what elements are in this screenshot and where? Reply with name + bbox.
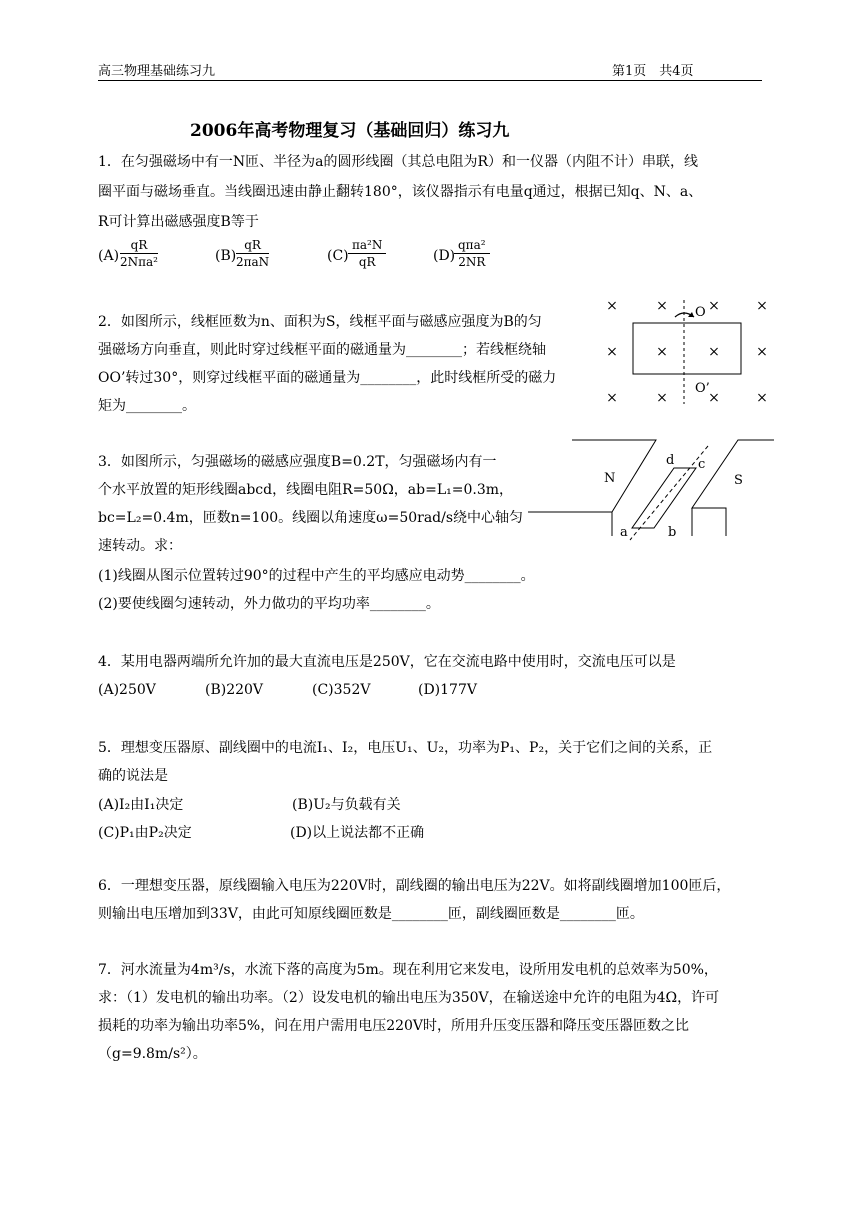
- q1-option-b-label: (B): [215, 248, 237, 264]
- q2-line-1: 2．如图所示，线框匝数为n、面积为S，线框平面与磁感应强度为B的匀: [98, 314, 542, 330]
- q3-line-2: 个水平放置的矩形线圈abcd，线圈电阻R=50Ω，ab=L₁=0.3m，: [98, 482, 514, 498]
- q4-option-c: (C)352V: [312, 682, 371, 698]
- q1-option-c-denominator: qR: [358, 255, 376, 269]
- q1-option-a-label: (A): [98, 248, 120, 264]
- q3-coil-abcd: [632, 468, 696, 528]
- q3-line-6: (2)要使线圈匀速转动，外力做功的平均功率________。: [98, 596, 440, 612]
- q6-line-1: 6．一理想变压器，原线圈输入电压为220V时，副线圈的输出电压为22V。如将副线圈增加100匝后，: [98, 878, 731, 894]
- q1-option-a-numerator: qR: [120, 238, 158, 254]
- q3-label-a: a: [620, 525, 628, 540]
- q2-cross: ×: [708, 344, 720, 360]
- page-title: 2006年高考物理复习（基础回归）练习九: [190, 121, 510, 141]
- q1-option-a-fraction: [120, 238, 158, 269]
- q3-magnet-s: [692, 440, 774, 536]
- q1-option-b-numerator: qR: [236, 238, 269, 254]
- q1-option-d-denominator: 2NR: [458, 255, 486, 269]
- q2-cross: ×: [756, 344, 768, 360]
- q2-cross: ×: [656, 390, 668, 406]
- q1-option-c-numerator: πa²N: [348, 238, 386, 254]
- q2-cross: ×: [756, 390, 768, 406]
- header-right: 第1页 共4页: [612, 64, 694, 79]
- q1-option-b-fraction: [236, 238, 269, 269]
- q3-label-c: c: [698, 457, 706, 472]
- q1-option-d-label: (D): [433, 248, 456, 264]
- q2-cross: ×: [656, 298, 668, 314]
- q7-line-1: 7．河水流量为4m³/s，水流下落的高度为5m。现在利用它来发电，设所用发电机的总效率为50%，: [98, 962, 718, 978]
- q2-figure-coil-in-field: [596, 290, 780, 414]
- q7-line-4: （g=9.8m/s²）。: [98, 1046, 207, 1062]
- q1-option-a-denominator: 2Nπa²: [120, 255, 158, 269]
- q1-option-b-denominator: 2πaN: [236, 255, 270, 269]
- q2-coil-frame: [633, 323, 741, 374]
- q4-line-1: 4．某用电器两端所允许加的最大直流电压是250V，它在交流电路中使用时，交流电压可以是: [98, 654, 676, 670]
- q3-label-d: d: [666, 453, 675, 468]
- q1-line-2: 圈平面与磁场垂直。当线圈迅速由静止翻转180°，该仪器指示有电量q通过，根据已知q、N、a、: [98, 184, 703, 200]
- q2-line-3: OO’转过30°，则穿过线框平面的磁通量为________，此时线框所受的磁力: [98, 370, 557, 386]
- q2-cross: ×: [606, 344, 618, 360]
- q3-line-1: 3．如图所示，匀强磁场的磁感应强度B=0.2T，匀强磁场内有一: [98, 454, 497, 470]
- q2-cross: ×: [708, 298, 720, 314]
- q2-cross: ×: [708, 390, 720, 406]
- q3-figure-generator: [526, 436, 776, 542]
- q3-magnet-n: [528, 440, 656, 512]
- q2-line-2: 强磁场方向垂直，则此时穿过线框平面的磁通量为________；若线框绕轴: [98, 342, 546, 358]
- q4-option-b: (B)220V: [205, 682, 264, 698]
- q1-option-d-numerator: qπa²: [454, 238, 490, 254]
- q5-option-b: (B)U₂与负载有关: [292, 797, 401, 813]
- q2-cross: ×: [606, 298, 618, 314]
- q5-option-a: (A)I₂由I₁决定: [98, 797, 184, 813]
- q2-cross: ×: [606, 390, 618, 406]
- q4-option-d: (D)177V: [418, 682, 477, 698]
- header-left: 高三物理基础练习九: [98, 64, 216, 79]
- q5-line-2: 确的说法是: [98, 768, 168, 784]
- q3-label-s: S: [734, 473, 743, 488]
- q1-line-1: 1．在匀强磁场中有一N匝、半径为a的圆形线圈（其总电阻为R）和一仪器（内阻不计）串联，线: [98, 154, 699, 170]
- q2-cross: ×: [756, 298, 768, 314]
- q3-line-4: 速转动。求：: [98, 538, 182, 554]
- q1-option-c-fraction: [348, 238, 386, 269]
- q6-line-2: 则输出电压增加到33V，由此可知原线圈匝数是________匝，副线圈匝数是________匝。: [98, 906, 644, 922]
- q2-cross: ×: [656, 344, 668, 360]
- q5-line-1: 5．理想变压器原、副线圈中的电流I₁、I₂，电压U₁、U₂，功率为P₁、P₂，关于它们之间的关系，正: [98, 740, 713, 756]
- q5-option-c: (C)P₁由P₂决定: [98, 825, 192, 841]
- q7-line-3: 损耗的功率为输出功率5%，问在用户需用电压220V时，所用升压变压器和降压变压器匝数之比: [98, 1018, 690, 1034]
- q5-option-d: (D)以上说法都不正确: [290, 825, 425, 841]
- q3-label-n: N: [604, 471, 616, 486]
- q4-option-a: (A)250V: [98, 682, 156, 698]
- q7-line-2: 求：（1）发电机的输出功率。（2）设发电机的输出电压为350V，在输送途中允许的电阻为4Ω，许可: [98, 990, 720, 1006]
- q3-line-3: bc=L₂=0.4m，匝数n=100。线圈以角速度ω=50rad/s绕中心轴匀: [98, 510, 524, 526]
- q2-label-o-top: O: [695, 305, 706, 320]
- q2-line-4: 矩为________。: [98, 398, 196, 414]
- q1-line-3: R可计算出磁感强度B等于: [98, 214, 259, 230]
- q1-option-c-label: (C): [327, 248, 349, 264]
- q3-label-b: b: [668, 525, 677, 540]
- header-divider: [98, 80, 762, 81]
- q3-line-5: (1)线圈从图示位置转过90°的过程中产生的平均感应电动势________。: [98, 568, 535, 584]
- q2-label-o-bottom: O’: [695, 381, 710, 396]
- q2-field-crosses: [606, 298, 768, 406]
- q1-option-d-fraction: [454, 238, 490, 269]
